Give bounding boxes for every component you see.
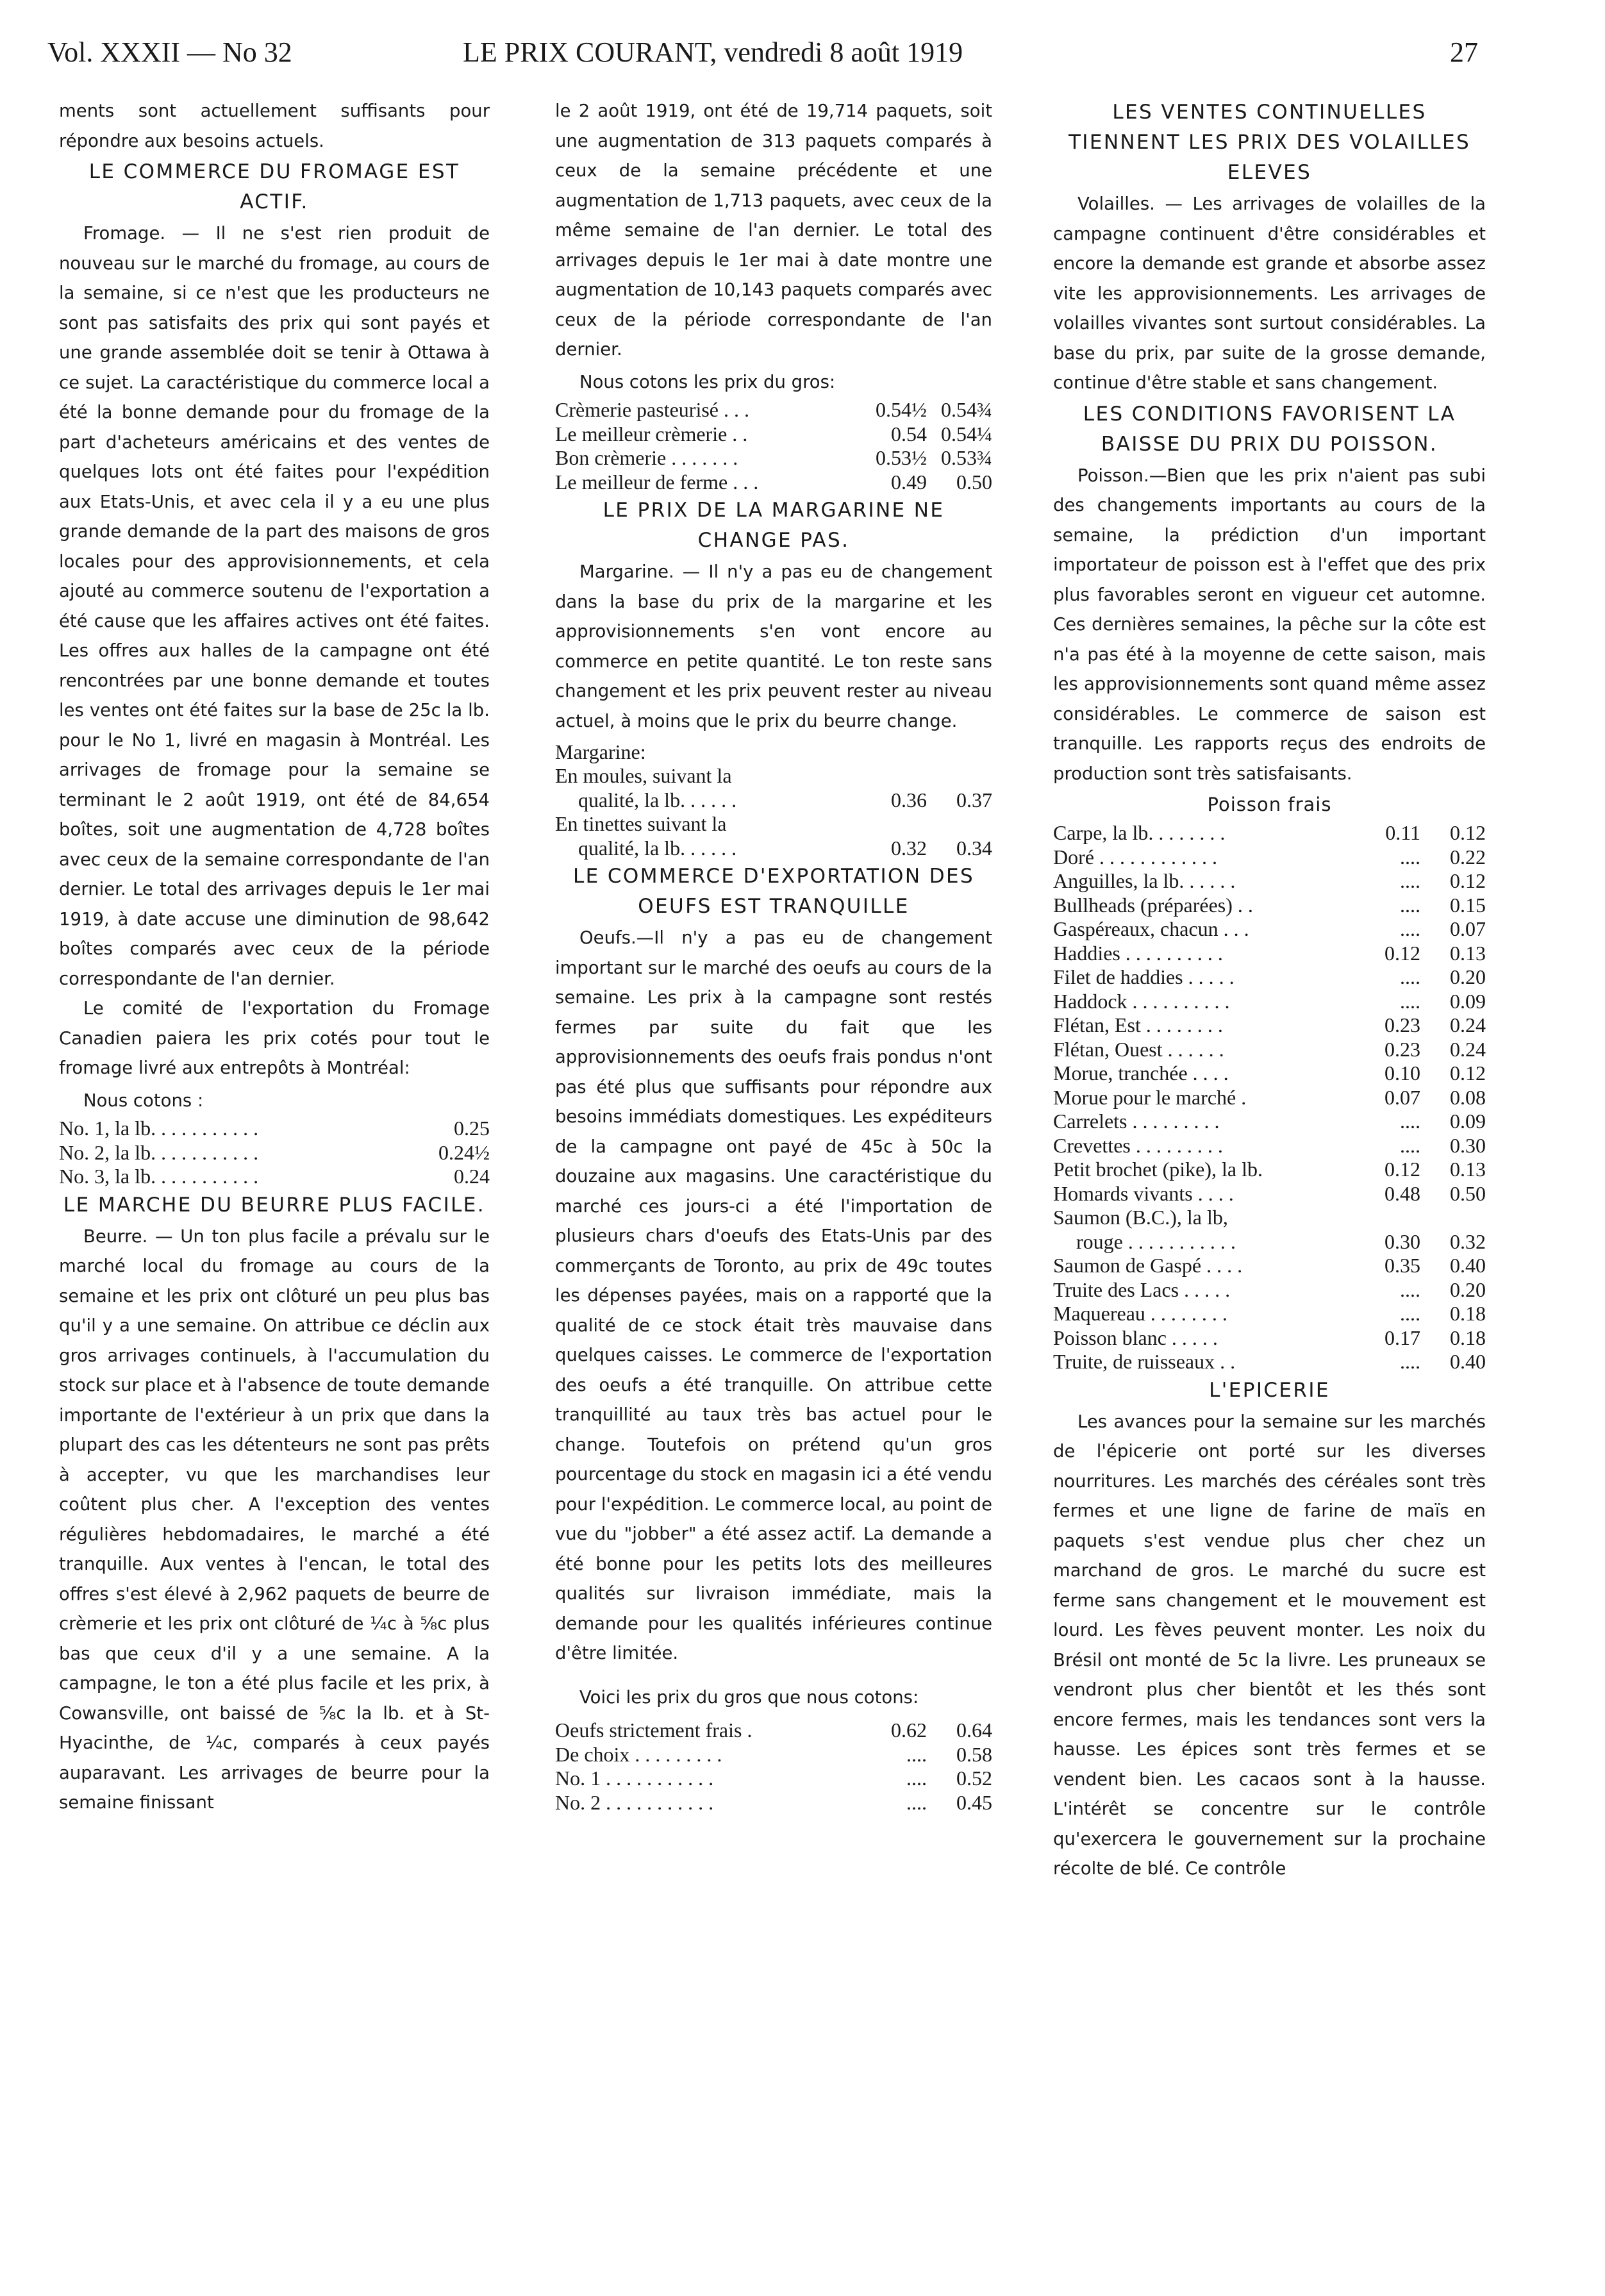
price-row (59, 1165, 490, 1189)
price-row (1053, 1278, 1486, 1302)
paragraph: Poisson.—Bien que les prix n'aient pas subi des changements importants au cours de la semaine, la prédiction d'un important importateur de poisson est à l'effet que des prix plus favorables seront en vigueur cet automne. Ces dernières semaines, la pêche sur la côte est n'a pas été à la moyenne de cette saison, mais les approvisionnements sont quand même assez considérables. Le commerce de saison est tranquille. Les rapports reçus des endroits de production sont très satisfaisants. (1053, 465, 1486, 784)
price-low: 0.53½ (876, 446, 927, 469)
price-row (1053, 1061, 1486, 1086)
price-label: Morue pour le marché . (1053, 1085, 1247, 1109)
price-row (555, 764, 992, 788)
price-high: 0.25 (454, 1117, 490, 1140)
price-label: En tinettes suivant la (555, 812, 727, 835)
price-row (1053, 917, 1486, 942)
paragraph: Le comité de l'exportation du Fromage Canadien paiera les prix cotés pour tout le fromage livré aux entrepôts à Montréal: (59, 998, 490, 1078)
price-label: Carpe, la lb. . . . . . . . (1053, 821, 1226, 844)
price-label: Carrelets . . . . . . . . . (1053, 1110, 1220, 1133)
price-row (555, 422, 992, 447)
price-row (1053, 1230, 1486, 1254)
price-high: 0.09 (1450, 989, 1486, 1013)
price-high: 0.37 (956, 788, 992, 811)
price-low: 0.32 (891, 836, 927, 860)
price-high: 0.40 (1450, 1254, 1486, 1277)
price-high: 0.53¾ (941, 446, 992, 469)
price-low: 0.23 (1385, 1013, 1420, 1036)
price-row (1053, 894, 1486, 918)
price-high: 0.12 (1450, 1061, 1486, 1085)
price-high: 0.22 (1450, 845, 1486, 869)
price-label: Morue, tranchée . . . . (1053, 1061, 1229, 1085)
section-heading: LE MARCHE DU BEURRE PLUS FACILE. (63, 1193, 486, 1217)
price-label: No. 1, la lb. . . . . . . . . . . (59, 1117, 259, 1140)
price-label: De choix . . . . . . . . . (555, 1742, 722, 1766)
margarine-title: Margarine: (555, 740, 646, 763)
price-table (555, 398, 992, 494)
price-high: 0.50 (1450, 1181, 1486, 1205)
price-label: Flétan, Est . . . . . . . . (1053, 1013, 1223, 1036)
price-low: .... (1400, 1302, 1420, 1325)
price-high: 0.08 (1450, 1085, 1486, 1109)
price-high: 0.18 (1450, 1302, 1486, 1325)
price-high: 0.07 (1450, 917, 1486, 940)
price-low: 0.36 (891, 788, 927, 811)
price-label: Bullheads (préparées) . . (1053, 893, 1253, 917)
section-heading: LE COMMERCE DU FROMAGE EST ACTIF. (88, 160, 460, 213)
page-header (0, 31, 1605, 76)
fish-price-title: Poisson frais (1207, 794, 1332, 815)
price-low: 0.12 (1385, 941, 1420, 965)
price-row (1053, 869, 1486, 894)
price-high: 0.64 (956, 1718, 992, 1742)
price-row (59, 1141, 490, 1165)
price-label: Doré . . . . . . . . . . . . (1053, 845, 1217, 869)
price-row (1053, 845, 1486, 870)
price-list-intro: Nous cotons les prix du gros: (579, 371, 836, 392)
price-label: Gaspéreaux, chacun . . . (1053, 917, 1249, 940)
section-heading: LES CONDITIONS FAVORISENT LA BAISSE DU PRIX DU POISSON. (1083, 402, 1456, 456)
price-low: .... (906, 1790, 927, 1814)
section-heading: LE COMMERCE D'EXPORTATION DES OEUFS EST TRANQUILLE (572, 865, 975, 918)
price-low: 0.54 (891, 422, 927, 445)
price-high: 0.09 (1450, 1110, 1486, 1133)
price-row (59, 1117, 490, 1141)
price-table (59, 1117, 490, 1189)
price-row (1053, 1254, 1486, 1278)
price-label: Homards vivants . . . . (1053, 1181, 1234, 1205)
price-low: .... (906, 1767, 927, 1790)
price-low: 0.48 (1385, 1181, 1420, 1205)
price-row (1053, 821, 1486, 845)
price-low: .... (1400, 845, 1420, 869)
price-row (555, 812, 992, 836)
price-label: Petit brochet (pike), la lb. (1053, 1158, 1263, 1181)
page-number: 27 (1450, 37, 1478, 68)
price-label: qualité, la lb. . . . . . (578, 836, 737, 860)
price-label: Le meilleur crèmerie . . (555, 422, 748, 445)
price-row (1053, 1110, 1486, 1134)
price-label: Filet de haddies . . . . . (1053, 965, 1235, 988)
price-low: .... (1400, 893, 1420, 917)
price-label: Saumon (B.C.), la lb, (1053, 1206, 1228, 1229)
price-low: 0.23 (1385, 1037, 1420, 1061)
price-low: 0.30 (1385, 1229, 1420, 1253)
price-label: No. 3, la lb. . . . . . . . . . . (59, 1165, 259, 1188)
price-label: Poisson blanc . . . . . (1053, 1326, 1218, 1349)
price-high: 0.50 (956, 470, 992, 494)
price-label: Truite des Lacs . . . . . (1053, 1277, 1231, 1301)
fish-price-table (1053, 821, 1486, 1374)
price-label: Crèmerie pasteurisé . . . (555, 398, 749, 421)
price-label: Le meilleur de ferme . . . (555, 470, 759, 494)
price-high: 0.24 (1450, 1037, 1486, 1061)
price-high: 0.24½ (438, 1140, 490, 1164)
price-row (1053, 1158, 1486, 1182)
price-row (1053, 1038, 1486, 1062)
price-row (1053, 990, 1486, 1014)
price-row (1053, 942, 1486, 966)
price-low: 0.07 (1385, 1085, 1420, 1109)
price-high: 0.54¼ (941, 422, 992, 445)
price-low: .... (1400, 1110, 1420, 1133)
price-high: 0.45 (956, 1790, 992, 1814)
volume-number: Vol. XXXII — No 32 (47, 37, 292, 68)
price-high: 0.12 (1450, 869, 1486, 892)
price-high: 0.20 (1450, 965, 1486, 988)
price-low: 0.49 (891, 470, 927, 494)
price-high: 0.30 (1450, 1133, 1486, 1157)
paragraph: Beurre. — Un ton plus facile a prévalu sur le marché local du fromage au cours de la semaine et les prix ont clôturé un peu plus bas qu'il y a une semaine. On attribue ce déclin aux gros arrivages continuels, à l'accumulation du stock sur place et à l'absence de toute demande importante de l'extérieur à un prix que dans la plupart des cas les détenteurs ne sont pas prêts à accepter, vu que les marchandises leur coûtent plus cher. A l'exception des ventes régulières hebdomadaires, le marché a été tranquille. Aux ventes à l'encan, le total des offres s'est élevé à 2,962 paquets de beurre de crèmerie et les prix ont clôturé de ¼c à ⅝c plus bas que ceux d'il y a une semaine. A la campagne, le ton a été plus facile et les prix, à Cowansville, ont baissé de ⅝c la lb. et à St-Hyacinthe, de ¼c, comparés à ceux payés auparavant. Les arrivages de beurre pour la semaine finissant (59, 1226, 490, 1813)
price-low: .... (1400, 989, 1420, 1013)
price-low: 0.54½ (876, 398, 927, 421)
price-label: Crevettes . . . . . . . . . (1053, 1133, 1223, 1157)
column-1 (59, 96, 490, 1818)
price-list-intro: Nous cotons : (83, 1090, 204, 1111)
price-row (1053, 1134, 1486, 1158)
price-label: No. 2 . . . . . . . . . . . (555, 1790, 714, 1814)
price-row (555, 836, 992, 861)
price-high: 0.24 (1450, 1013, 1486, 1036)
price-high: 0.54¾ (941, 398, 992, 421)
price-label: En moules, suivant la (555, 764, 732, 787)
paragraph: ments sont actuellement suffisants pour répondre aux besoins actuels. (59, 101, 490, 151)
price-low (368, 1141, 433, 1165)
publication-title: LE PRIX COURANT, vendredi 8 août 1919 (463, 37, 963, 68)
price-low: .... (1400, 1277, 1420, 1301)
price-row (1053, 965, 1486, 990)
paragraph: Fromage. — Il ne s'est rien produit de nouveau sur le marché du fromage, au cours de la semaine, si ce n'est que les producteurs ne sont pas satisfaits des prix qui sont payés et une grande assemblée doit se tenir à Ottawa à ce sujet. La caractéristique du commerce local a été la bonne demande pour du fromage de la part d'acheteurs américains et des ventes de quelques lots ont été faites pour l'expédition aux Etats-Unis, et avec cela il y a eu une plus grande demande de la part des maisons de gros locales pour des approvisionnements, et cela ajouté au commerce soutenu de l'exportation a été cause que les affaires actives ont été faites. Les offres aux halles de la campagne ont été rencontrées par une bonne demande et toutes les ventes ont été faites sur la base de 25c la lb. pour le No 1, livré en magasin à Montréal. Les arrivages de fromage pour la semaine se terminant le 2 août 1919, ont été de 84,654 boîtes, soit une augmentation de 4,728 boîtes avec ceux de la semaine correspondante de l'an dernier. Le total des arrivages depuis le 1er mai 1919, à date accuse une diminution de 98,642 boîtes comparés avec ceux de la période correspondante de l'an dernier. (59, 223, 490, 989)
section-heading: LES VENTES CONTINUELLES TIENNENT LES PRIX DES VOLAILLES ELEVES (1068, 101, 1471, 184)
price-low: .... (1400, 965, 1420, 988)
price-list-intro: Voici les prix du gros que nous cotons: (579, 1686, 919, 1708)
price-label: Oeufs strictement frais . (555, 1718, 753, 1742)
price-row (555, 398, 992, 422)
price-high: 0.20 (1450, 1277, 1486, 1301)
price-low (368, 1117, 433, 1141)
price-high: 0.52 (956, 1767, 992, 1790)
price-low: 0.11 (1385, 821, 1420, 844)
paragraph: Volailles. — Les arrivages de volailles de la campagne continuent d'être considérables et encore la demande est grande et absorbe assez vite les approvisionnements. Les arrivages de volailles vivantes sont surtout considérables. La base du prix, par suite de la grosse demande, continue d'être stable et sans changement. (1053, 194, 1486, 393)
price-high: 0.18 (1450, 1326, 1486, 1349)
paragraph: Les avances pour la semaine sur les marchés de l'épicerie ont porté sur les diverses nourritures. Les marchés des céréales sont très fermes et une ligne de farine de maïs en paquets s'est vendue plus cher chez un marchand de gros. Le marché du sucre est ferme sans changement et le mouvement est lourd. Les fèves peuvent monter. Les noix du Brésil ont monté de 5c la livre. Les pruneaux se vendront plus cher bientôt et les thés sont encore fermes, mais les tendances sont vers la hausse. Les épices sont très fermes et se vendent bien. Les cacaos sont à la hausse. L'intérêt se concentre sur le contrôle qu'exercera le gouvernement sur la prochaine récolte de blé. Ce contrôle (1053, 1411, 1486, 1879)
price-row (1053, 1013, 1486, 1038)
price-row (555, 1791, 992, 1815)
price-label: Bon crèmerie . . . . . . . (555, 446, 738, 469)
paragraph: Margarine. — Il n'y a pas eu de changement dans la base du prix de la margarine et les approvisionnements s'en vont encore au commerce en petite quantité. Le ton reste sans changement et les prix peuvent rester au niveau actuel, à moins que le prix du beurre change. (555, 562, 992, 731)
price-low: .... (1400, 1350, 1420, 1373)
price-label: Flétan, Ouest . . . . . . (1053, 1037, 1224, 1061)
price-high: 0.24 (454, 1165, 490, 1188)
price-row (555, 1767, 992, 1791)
price-high: 0.58 (956, 1742, 992, 1766)
section-heading: L'EPICERIE (1209, 1378, 1330, 1402)
price-row (555, 1718, 992, 1743)
price-row (1053, 1350, 1486, 1374)
price-low (368, 1165, 433, 1189)
price-label: No. 2, la lb. . . . . . . . . . . (59, 1140, 259, 1164)
price-label: Saumon de Gaspé . . . . (1053, 1254, 1243, 1277)
paragraph: Oeufs.—Il n'y a pas eu de changement important sur le marché des oeufs au cours de la semaine. Les prix à la campagne sont restés fermes par suite du fait que les approvisionnements des oeufs frais pondus n'ont pas été plus que suffisants pour répondre aux besoins immédiats domestiques. Les expéditeurs de la campagne ont payé de 45c à 50c la douzaine aux magasins. Une caractéristique du marché ces jours-ci a été l'importation de plusieurs chars d'oeufs des Etats-Unis par des commerçants de Toronto, au prix de 49c toutes les dépenses payées, mais on a rapporté que la qualité de ce stock était très mauvaise dans quelques caisses. Le commerce de l'exportation des oeufs a été tranquille. On attribue cette tranquillité au taux très bas actuel pour le change. Toutefois on prétend qu'un gros pourcentage du stock en magasin ici a été vendu pour l'expédition. Le commerce local, au point de vue du "jobber" a été assez actif. La demande a été bonne pour les petits lots des meilleures qualités sur livraison immédiate, mais la demande pour les qualités inférieures continue d'être limitée. (555, 928, 992, 1663)
price-low: .... (906, 1742, 927, 1766)
price-high: 0.12 (1450, 821, 1486, 844)
price-high: 0.34 (956, 836, 992, 860)
price-row (1053, 1086, 1486, 1110)
price-row (1053, 1302, 1486, 1326)
price-row (555, 1743, 992, 1767)
price-row (1053, 1326, 1486, 1351)
price-label: qualité, la lb. . . . . . (578, 788, 737, 811)
price-low: 0.35 (1385, 1254, 1420, 1277)
margarine-price-table (555, 764, 992, 860)
price-high: 0.15 (1450, 893, 1486, 917)
price-row (1053, 1182, 1486, 1206)
section-heading: LE PRIX DE LA MARGARINE NE CHANGE PAS. (603, 499, 945, 552)
price-label: Haddies . . . . . . . . . . (1053, 941, 1223, 965)
column-2 (555, 96, 992, 1815)
price-table (555, 1718, 992, 1815)
price-label: rouge . . . . . . . . . . . (1076, 1229, 1236, 1253)
price-high: 0.40 (1450, 1350, 1486, 1373)
price-row (1053, 1206, 1486, 1230)
column-3 (1053, 96, 1486, 1884)
price-low: 0.10 (1385, 1061, 1420, 1085)
price-high: 0.13 (1450, 941, 1486, 965)
price-low: .... (1400, 917, 1420, 940)
price-label: Haddock . . . . . . . . . . (1053, 989, 1230, 1013)
price-low: 0.12 (1385, 1158, 1420, 1181)
price-high: 0.13 (1450, 1158, 1486, 1181)
price-row (555, 470, 992, 495)
price-low: .... (1400, 869, 1420, 892)
price-row (555, 788, 992, 813)
price-label: No. 1 . . . . . . . . . . . (555, 1767, 714, 1790)
price-label: Anguilles, la lb. . . . . . (1053, 869, 1236, 892)
price-low: .... (1400, 1133, 1420, 1157)
price-row (555, 446, 992, 470)
paragraph: le 2 août 1919, ont été de 19,714 paquets, soit une augmentation de 313 paquets comparés à ceux de la semaine précédente et une augmentation de 1,713 paquets, avec ceux de la même semaine de l'an dernier. Le total des arrivages depuis le 1er mai à date montre une augmentation de 10,143 paquets comparés avec ceux de la période correspondante de l'an dernier. (555, 101, 992, 360)
price-low: 0.17 (1385, 1326, 1420, 1349)
price-label: Truite, de ruisseaux . . (1053, 1350, 1236, 1373)
price-label: Maquereau . . . . . . . . (1053, 1302, 1227, 1325)
price-high: 0.32 (1450, 1229, 1486, 1253)
price-low: 0.62 (891, 1718, 927, 1742)
